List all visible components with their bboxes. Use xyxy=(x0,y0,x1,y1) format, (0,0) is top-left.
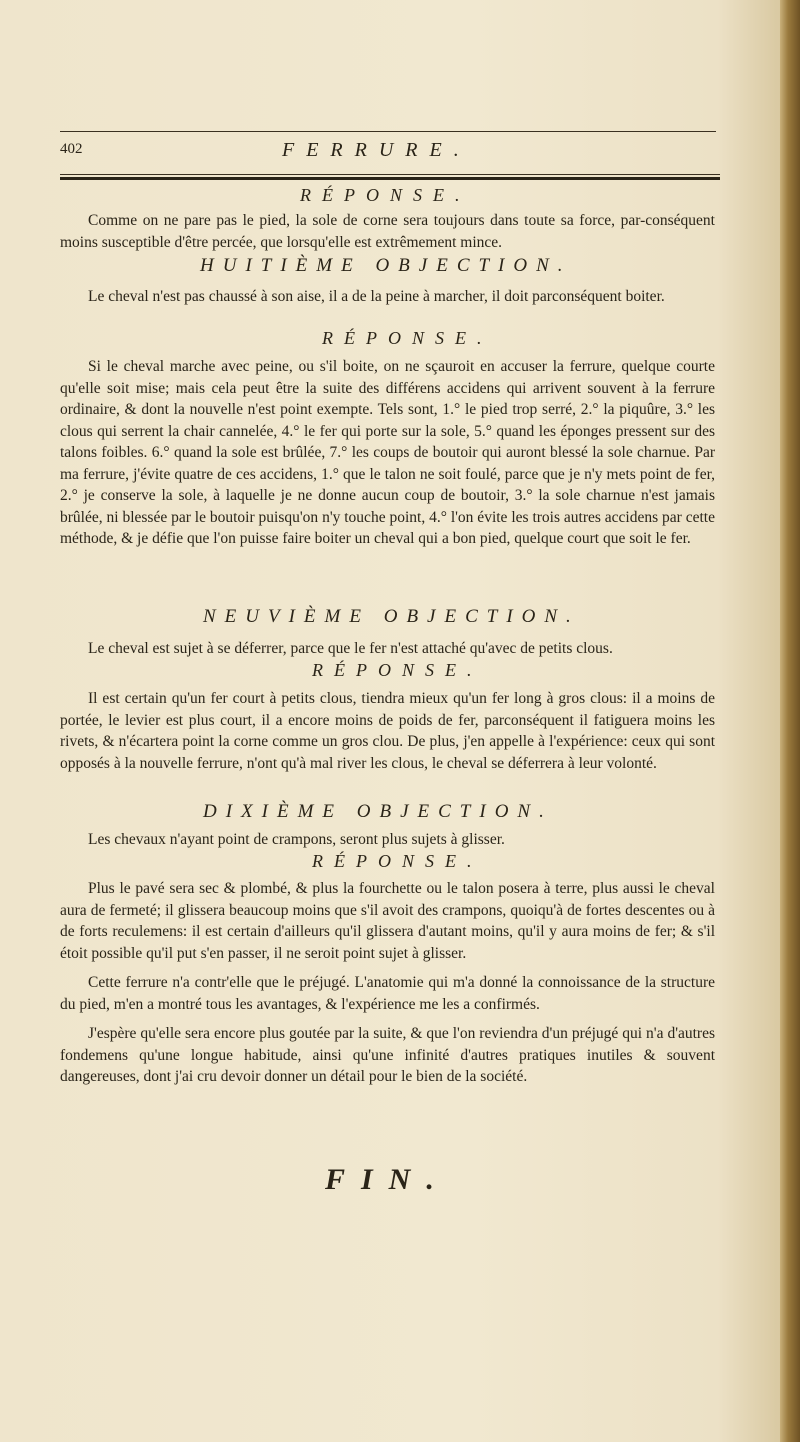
reponse-9-paragraph: Il est certain qu'un fer court à petits clous, tiendra mieux qu'un fer long à gros clous: il a moins de portée, le levier est plus court, il a encore moins de poids de fer, parconséquent il fatiguera moins les rivets, & n'écartera point la corne comme un gros clou. De plus, j'en appelle à l'expérience: ceux qui sont opposés à la nouvelle ferrure, n'ont qu'à mal river les clous, le cheval se déferrera à leur volonté. xyxy=(60,690,715,772)
header-rule-thick xyxy=(60,177,720,180)
reponse-8-text xyxy=(60,356,715,550)
reponse-9-text xyxy=(60,688,715,774)
reponse-10-paragraph-3: J'espère qu'elle sera encore plus goutée par la suite, & que l'on reviendra d'un préjugé qui n'a d'autres fondemens qu'une longue habitude, ainsi qu'une infinité d'autres pratiques inutiles & souvent dangereuses, dont j'ai cru devoir donner un détail pour le bien de la société. xyxy=(60,1025,715,1085)
objection-9-paragraph: Le cheval est sujet à se déferrer, parce que le fer n'est attaché qu'avec de petits clous. xyxy=(88,640,613,657)
reponse-8-paragraph: Si le cheval marche avec peine, ou s'il boite, on ne sçauroit en accuser la ferrure, quelque courte qu'elle soit mise; mais cela peut être la suite des différens accidens qui arrivent souvent à la ferrure ordinaire, & dont la nouvelle n'est point exempte. Tels sont, 1.° le pied trop serré, 2.° la piquûre, 3.° les clous qui serrent la chair cannelée, 4.° le fer qui porte sur la sole, 5.° quand les éponges pressent sur des talons foibles. 6.° quand la sole est brûlée, 7.° les coups de boutoir qui auront blessé la sole charnue. Par ma ferrure, j'évite quatre de ces accidens, 1.° que le talon ne soit foulé, parce que je n'y mets point de fer, 2.° je conserve la sole, à laquelle je ne donne aucun coup de boutoir, 3.° la sole charnue n'est jamais brûlée, ni blessée par le boutoir puisqu'on n'y touche point, 4.° l'on évite les trois autres accidens par cette méthode, & je défie que l'on puisse faire boiter un cheval qui a bon pied, quelque court que soit le fer. xyxy=(60,358,715,547)
reponse-7-paragraph: Comme on ne pare pas le pied, la sole de corne sera toujours dans toute sa force, par-conséquent moins susceptible d'être percée, que lorsqu'elle est extrêmement mince. xyxy=(60,212,715,251)
fin-mark: FIN. xyxy=(325,1163,450,1196)
reponse-10-paragraph-1: Plus le pavé sera sec & plombé, & plus la fourchette ou le talon posera à terre, plus aussi le cheval aura de fermeté; il glissera beaucoup moins que s'il avoit des crampons, quoiqu'à de fortes descentes ou à de forts reculemens: il est certain d'ailleurs qu'il glissera d'autant moins, qu'il y aura moins de fer; & s'il étoit possible qu'il put s'en passer, il ne seroit point sujet à glisser. xyxy=(60,880,715,962)
objection-8-heading: HUITIÈME OBJECTION. xyxy=(200,255,572,276)
objection-8-paragraph: Le cheval n'est pas chaussé à son aise, il a de la peine à marcher, il doit parconséquent boiter. xyxy=(88,288,665,305)
running-title: FERRURE. xyxy=(282,139,471,161)
page-number: 402 xyxy=(60,141,83,157)
reponse-9-heading: RÉPONSE. xyxy=(312,660,483,680)
reponse-8-heading: RÉPONSE. xyxy=(322,328,493,348)
top-rule xyxy=(60,131,716,132)
reponse-7-text xyxy=(60,210,715,253)
objection-9-heading: NEUVIÈME OBJECTION. xyxy=(203,606,580,627)
reponse-10-paragraph-2: Cette ferrure n'a contr'elle que le préjugé. L'anatomie qui m'a donné la connoissance de la structure du pied, m'en a montré tous les avantages, & l'expérience me les a confirmés. xyxy=(60,974,715,1013)
objection-8-text xyxy=(60,286,715,308)
header-rule-thin xyxy=(60,174,720,175)
reponse-7-heading: RÉPONSE. xyxy=(300,185,471,205)
objection-10-text xyxy=(60,829,715,851)
objection-10-heading: DIXIÈME OBJECTION. xyxy=(203,801,553,822)
objection-9-text xyxy=(60,638,715,660)
reponse-10-text xyxy=(60,878,715,1088)
reponse-10-heading: RÉPONSE. xyxy=(312,851,483,871)
objection-10-paragraph: Les chevaux n'ayant point de crampons, seront plus sujets à glisser. xyxy=(88,831,505,848)
page-edge xyxy=(780,0,800,1442)
